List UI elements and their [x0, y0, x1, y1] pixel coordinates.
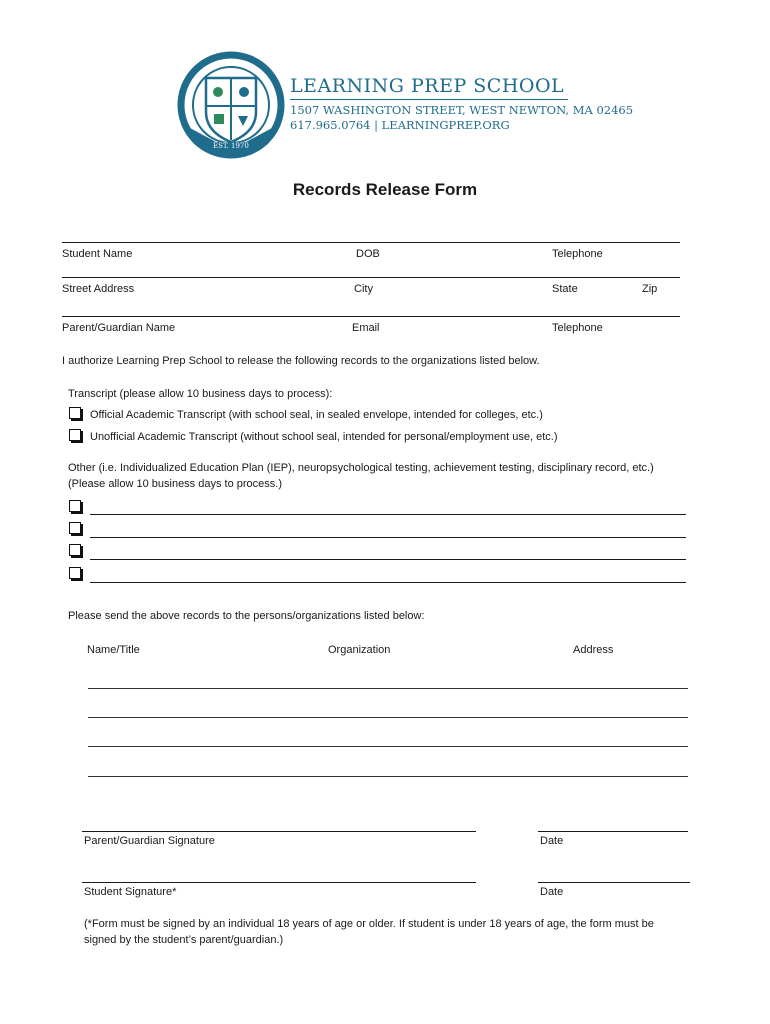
- official-transcript-checkbox[interactable]: [69, 407, 81, 419]
- other-record-checkbox[interactable]: [69, 567, 81, 579]
- form-title: Records Release Form: [292, 180, 478, 199]
- student-date-label: Date: [540, 886, 564, 898]
- student-name-label: Student Name: [62, 248, 133, 260]
- city-label: City: [354, 283, 373, 295]
- zip-label: Zip: [642, 283, 658, 295]
- telephone-label: Telephone: [552, 248, 603, 260]
- email-label: Email: [352, 322, 380, 334]
- school-contact: 617.965.0764 | LEARNINGPREP.ORG: [290, 118, 510, 132]
- other-records-description: Other (i.e. Individualized Education Plan (IEP), neuropsychological testing, achievement testing, disciplinary record, etc.): [68, 462, 654, 474]
- other-record-line[interactable]: [90, 537, 686, 538]
- state-label: State: [552, 283, 578, 295]
- student-signature-label: Student Signature*: [84, 886, 177, 898]
- other-record-line[interactable]: [90, 514, 686, 515]
- other-record-checkbox[interactable]: [69, 522, 81, 534]
- school-address: 1507 WASHINGTON STREET, WEST NEWTON, MA 02465: [290, 103, 634, 117]
- footnote-line-1: (*Form must be signed by an individual 18 years of age or older. If student is under 18 years of age, the form must be: [84, 918, 654, 930]
- organization-column-label: Organization: [328, 644, 391, 656]
- unofficial-transcript-label: Unofficial Academic Transcript (without school seal, intended for personal/employment use, etc.): [90, 431, 558, 443]
- footnote-line-2: signed by the student’s parent/guardian.): [84, 934, 284, 946]
- logo-divider: [290, 99, 568, 100]
- recipients-heading: Please send the above records to the persons/organizations listed below:: [68, 610, 425, 622]
- dob-label: DOB: [356, 248, 380, 260]
- parent-date-label: Date: [540, 835, 564, 847]
- student-info-line[interactable]: [62, 242, 680, 243]
- parent-signature-line[interactable]: [82, 831, 476, 832]
- parent-date-line[interactable]: [538, 831, 688, 832]
- other-record-line[interactable]: [90, 559, 686, 560]
- guardian-name-label: Parent/Guardian Name: [62, 322, 176, 334]
- recipient-line[interactable]: [88, 746, 688, 747]
- address-column-label: Address: [573, 644, 614, 656]
- seal-banner-text: EST. 1970: [213, 142, 249, 150]
- unofficial-transcript-checkbox[interactable]: [69, 429, 81, 441]
- school-logo: [176, 50, 286, 168]
- street-address-label: Street Address: [62, 283, 135, 295]
- other-records-note: (Please allow 10 business days to process.): [68, 478, 282, 490]
- guardian-info-line[interactable]: [62, 316, 680, 317]
- parent-signature-label: Parent/Guardian Signature: [84, 835, 215, 847]
- authorization-statement: I authorize Learning Prep School to release the following records to the organizations listed below.: [62, 355, 540, 367]
- student-signature-line[interactable]: [82, 882, 476, 883]
- telephone-label-2: Telephone: [552, 322, 603, 334]
- other-record-line[interactable]: [90, 582, 686, 583]
- name-title-column-label: Name/Title: [87, 644, 140, 656]
- other-record-checkbox[interactable]: [69, 500, 81, 512]
- address-line[interactable]: [62, 277, 680, 278]
- recipient-line[interactable]: [88, 776, 688, 777]
- school-seal-icon: [176, 50, 286, 168]
- student-date-line[interactable]: [538, 882, 690, 883]
- transcript-heading: Transcript (please allow 10 business days to process):: [68, 388, 333, 400]
- other-record-checkbox[interactable]: [69, 544, 81, 556]
- school-name: LEARNING PREP SCHOOL: [290, 75, 565, 97]
- official-transcript-label: Official Academic Transcript (with school seal, in sealed envelope, intended for colleges, etc.): [90, 409, 543, 421]
- recipient-line[interactable]: [88, 717, 688, 718]
- recipient-line[interactable]: [88, 688, 688, 689]
